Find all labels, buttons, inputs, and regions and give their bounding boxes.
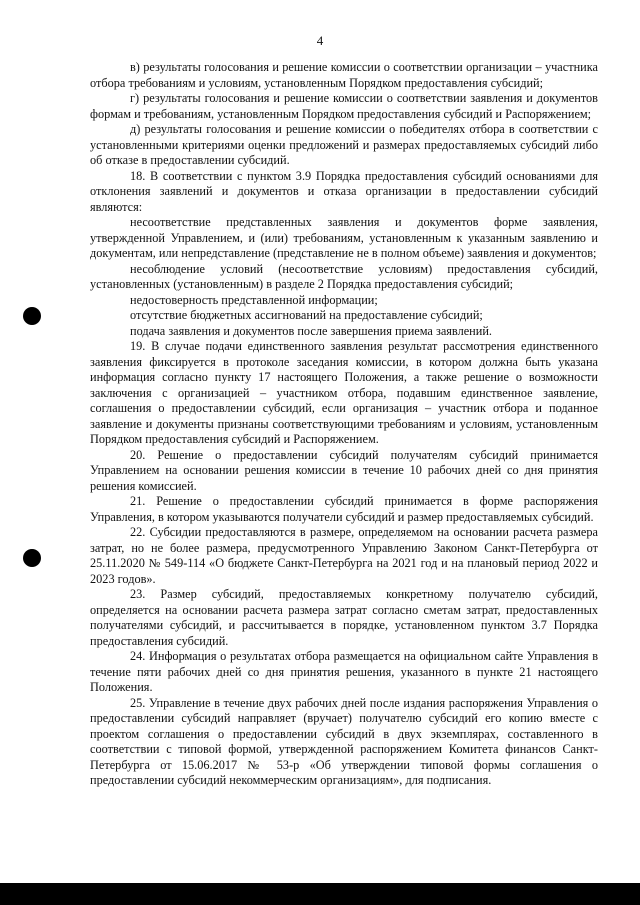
paragraph-23: 23. Размер субсидий, предоставляемых конкретному получателю субсидий, определяется на основании расчета размера затрат согласно сметам затрат, предоставленных получателями субсидий, и рассчитывается в порядке, установленном пунктом 3.7 Порядка предоставления субсидий.	[90, 587, 598, 648]
paragraph-17e: д) результаты голосования и решение комиссии о победителях отбора в соответствии с установленными критериями оценки предложений и размерах предоставляемых субсидий либо об отказе в предоставлении субсидий.	[90, 122, 598, 167]
punch-hole-bottom	[23, 549, 41, 567]
paragraph-17c: в) результаты голосования и решение комиссии о соответствии организации – участника отбора требованиям и условиям, установленным Порядком предоставления субсидий;	[90, 60, 598, 90]
paragraph-18-item-1: несоответствие представленных заявления и документов форме заявления, утвержденной Управлением, и (или) требованиям, установленным к указанным заявлению и документам, или непредставление (представление не в полном объеме) заявления и документов;	[90, 215, 598, 260]
paragraph-19: 19. В случае подачи единственного заявления результат рассмотрения единственного заявления фиксируется в протоколе заседания комиссии, в котором должна быть указана информация согласно пункту 17 настоящего Положения, а также решение о возможности заключения с организацией – участником отбора, подавшим единственное заявление, соглашения о предоставлении субсидий, если организация – участник отбора и поданное заявление и документы признаны соответствующими требованиям и условиям, установленным Порядком предоставления субсидий и Распоряжением.	[90, 339, 598, 446]
paragraph-25: 25. Управление в течение двух рабочих дней после издания распоряжения Управления о предоставлении субсидий направляет (вручает) получателю субсидий его копию вместе с проектом соглашения о предоставлении субсидий в двух экземплярах, составленного в соответствии с типовой формой, утвержденной распоряжением Комитета финансов Санкт-Петербурга от 15.06.2017 № 53-р «Об утверждении типовой формы соглашения о предоставлении субсидий некоммерческим организациям», для подписания.	[90, 695, 598, 787]
paragraph-17d: г) результаты голосования и решение комиссии о соответствии заявления и документов формам и требованиям, установленным Порядком предоставления субсидий и Распоряжением;	[90, 91, 598, 121]
paragraph-18-item-3: недостоверность представленной информации;	[130, 292, 378, 307]
paragraph-18-item-5: подача заявления и документов после завершения приема заявлений.	[130, 323, 492, 338]
paragraph-22: 22. Субсидии предоставляются в размере, определяемом на основании расчета размера затрат, но не более размера, предусмотренного Управлению Законом Санкт-Петербурга от 25.11.2020 № 549-114 «О бюджете Санкт-Петербурга на 2021 год и на плановый период 2022 и 2023 годов».	[90, 525, 598, 586]
paragraph-24: 24. Информация о результатах отбора размещается на официальном сайте Управления в течение пяти рабочих дней со дня принятия решения, указанного в пункте 21 настоящего Положения.	[90, 649, 598, 694]
paragraph-18-item-4: отсутствие бюджетных ассигнований на предоставление субсидий;	[130, 308, 483, 322]
paragraph-21: 21. Решение о предоставлении субсидий принимается в форме распоряжения Управления, в котором указываются получатели субсидий и размер предоставляемых субсидий.	[90, 494, 598, 524]
paragraph-18-item-2: несоблюдение условий (несоответствие условиям) предоставления субсидий, установленных (установленным) в разделе 2 Порядка предоставления субсидий;	[90, 261, 598, 291]
page-number: 4	[316, 33, 324, 48]
punch-hole-top	[23, 307, 41, 325]
paragraph-20: 20. Решение о предоставлении субсидий получателям субсидий принимается Управлением на основании решения комиссии в течение 10 рабочих дней со дня принятия решения комиссией.	[90, 447, 598, 493]
scan-edge-bar	[0, 883, 640, 905]
paragraph-18: 18. В соответствии с пунктом 3.9 Порядка предоставления субсидий основаниями для отклонения заявлений и документов и отказа организации в предоставлении субсидий являются:	[90, 168, 598, 214]
document-body	[90, 60, 598, 789]
